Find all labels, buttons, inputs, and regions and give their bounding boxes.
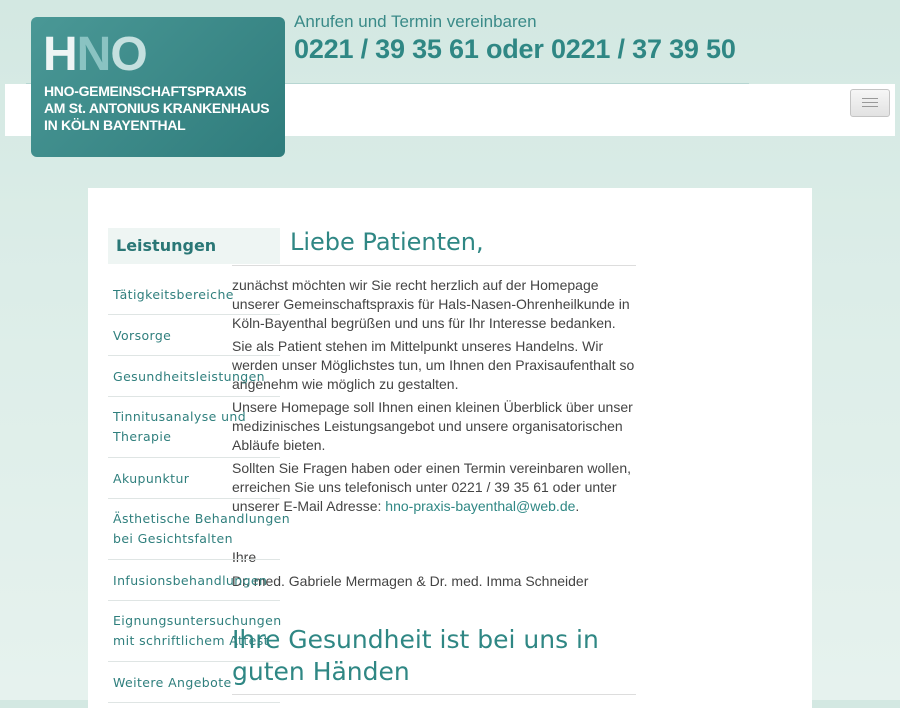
sidebar-item-akupunktur[interactable]: Akupunktur <box>108 458 280 499</box>
sidebar-item-taetigkeitsbereiche[interactable]: Tätigkeitsbereiche <box>108 274 280 315</box>
sidebar-item-weitere[interactable]: Weitere Angebote <box>108 662 280 703</box>
sidebar-header <box>108 228 280 264</box>
logo-line: HNO-GEMEINSCHAFTSPRAXIS <box>44 83 247 99</box>
paragraph: Sie als Patient stehen im Mittelpunkt unseres Handelns. Wir werden unser Möglichstes tun, um Ihnen den Praxisaufenthalt so angenehm wie möglich zu gestalten. <box>232 338 635 392</box>
sidebar-title: Leistungen <box>116 236 217 255</box>
sidebar-item-gesundheitsleistungen[interactable]: Gesundheitsleistungen <box>108 356 280 397</box>
phone-numbers: 0221 / 39 35 61 oder 0221 / 37 39 50 <box>294 34 736 64</box>
email-link[interactable]: hno-praxis-bayenthal@web.de <box>385 498 576 514</box>
closing: Ihre <box>232 549 257 565</box>
sidebar-item-infusion[interactable]: Infusionsbehandlungen <box>108 560 280 601</box>
logo-letter: N <box>76 28 111 81</box>
hamburger-icon <box>862 106 878 107</box>
paragraph: Unsere Homepage soll Ihnen einen kleinen Überblick über unser medizinisches Leistungsangebot und unsere organisatorischen Abläufe bieten. <box>232 399 633 453</box>
punctuation: . <box>575 498 580 514</box>
sidebar-item-aesthetik[interactable]: Ästhetische Behandlungen bei Gesichtsfalten <box>108 499 280 560</box>
signature: Dr. med. Gabriele Mermagen & Dr. med. Imma Schneider <box>232 573 589 589</box>
sidebar-item-vorsorge[interactable]: Vorsorge <box>108 315 280 356</box>
divider <box>232 265 636 266</box>
paragraph: zunächst möchten wir Sie recht herzlich auf der Homepage unserer Gemeinschaftspraxis für Hals-Nasen-Ohrenheilkunde in Köln-Bayenthal begrüßen und uns für Ihr Interesse bedanken. <box>232 277 630 331</box>
call-text: Anrufen und Termin vereinbaren <box>294 12 537 31</box>
page-title: Liebe Patienten, <box>290 228 484 256</box>
divider <box>232 694 636 695</box>
sidebar-nav <box>108 274 291 703</box>
menu-toggle-button[interactable] <box>850 89 890 117</box>
logo[interactable] <box>31 17 285 157</box>
sidebar-item-eignung[interactable]: Eignungsuntersuchungen mit schriftlichem Attest <box>108 601 280 662</box>
paragraph <box>232 459 642 516</box>
logo-line: AM St. ANTONIUS KRANKENHAUS <box>44 100 270 116</box>
logo-letter: H <box>43 28 77 81</box>
hamburger-icon <box>862 98 878 99</box>
intro-text <box>232 276 642 520</box>
paragraph-text: Sollten Sie Fragen haben oder einen Termin vereinbaren wollen, erreichen Sie uns telefonisch unter 0221 / 39 35 61 oder unter unserer E-Mail Adresse: <box>232 460 631 514</box>
sidebar-item-tinnitus[interactable]: Tinnitusanalyse und Therapie <box>108 397 280 458</box>
section-heading: Ihre Gesundheit ist bei uns in guten Händen <box>232 625 599 686</box>
logo-letter: O <box>110 28 147 81</box>
logo-line: IN KÖLN BAYENTHAL <box>44 117 186 133</box>
hamburger-icon <box>862 102 878 103</box>
